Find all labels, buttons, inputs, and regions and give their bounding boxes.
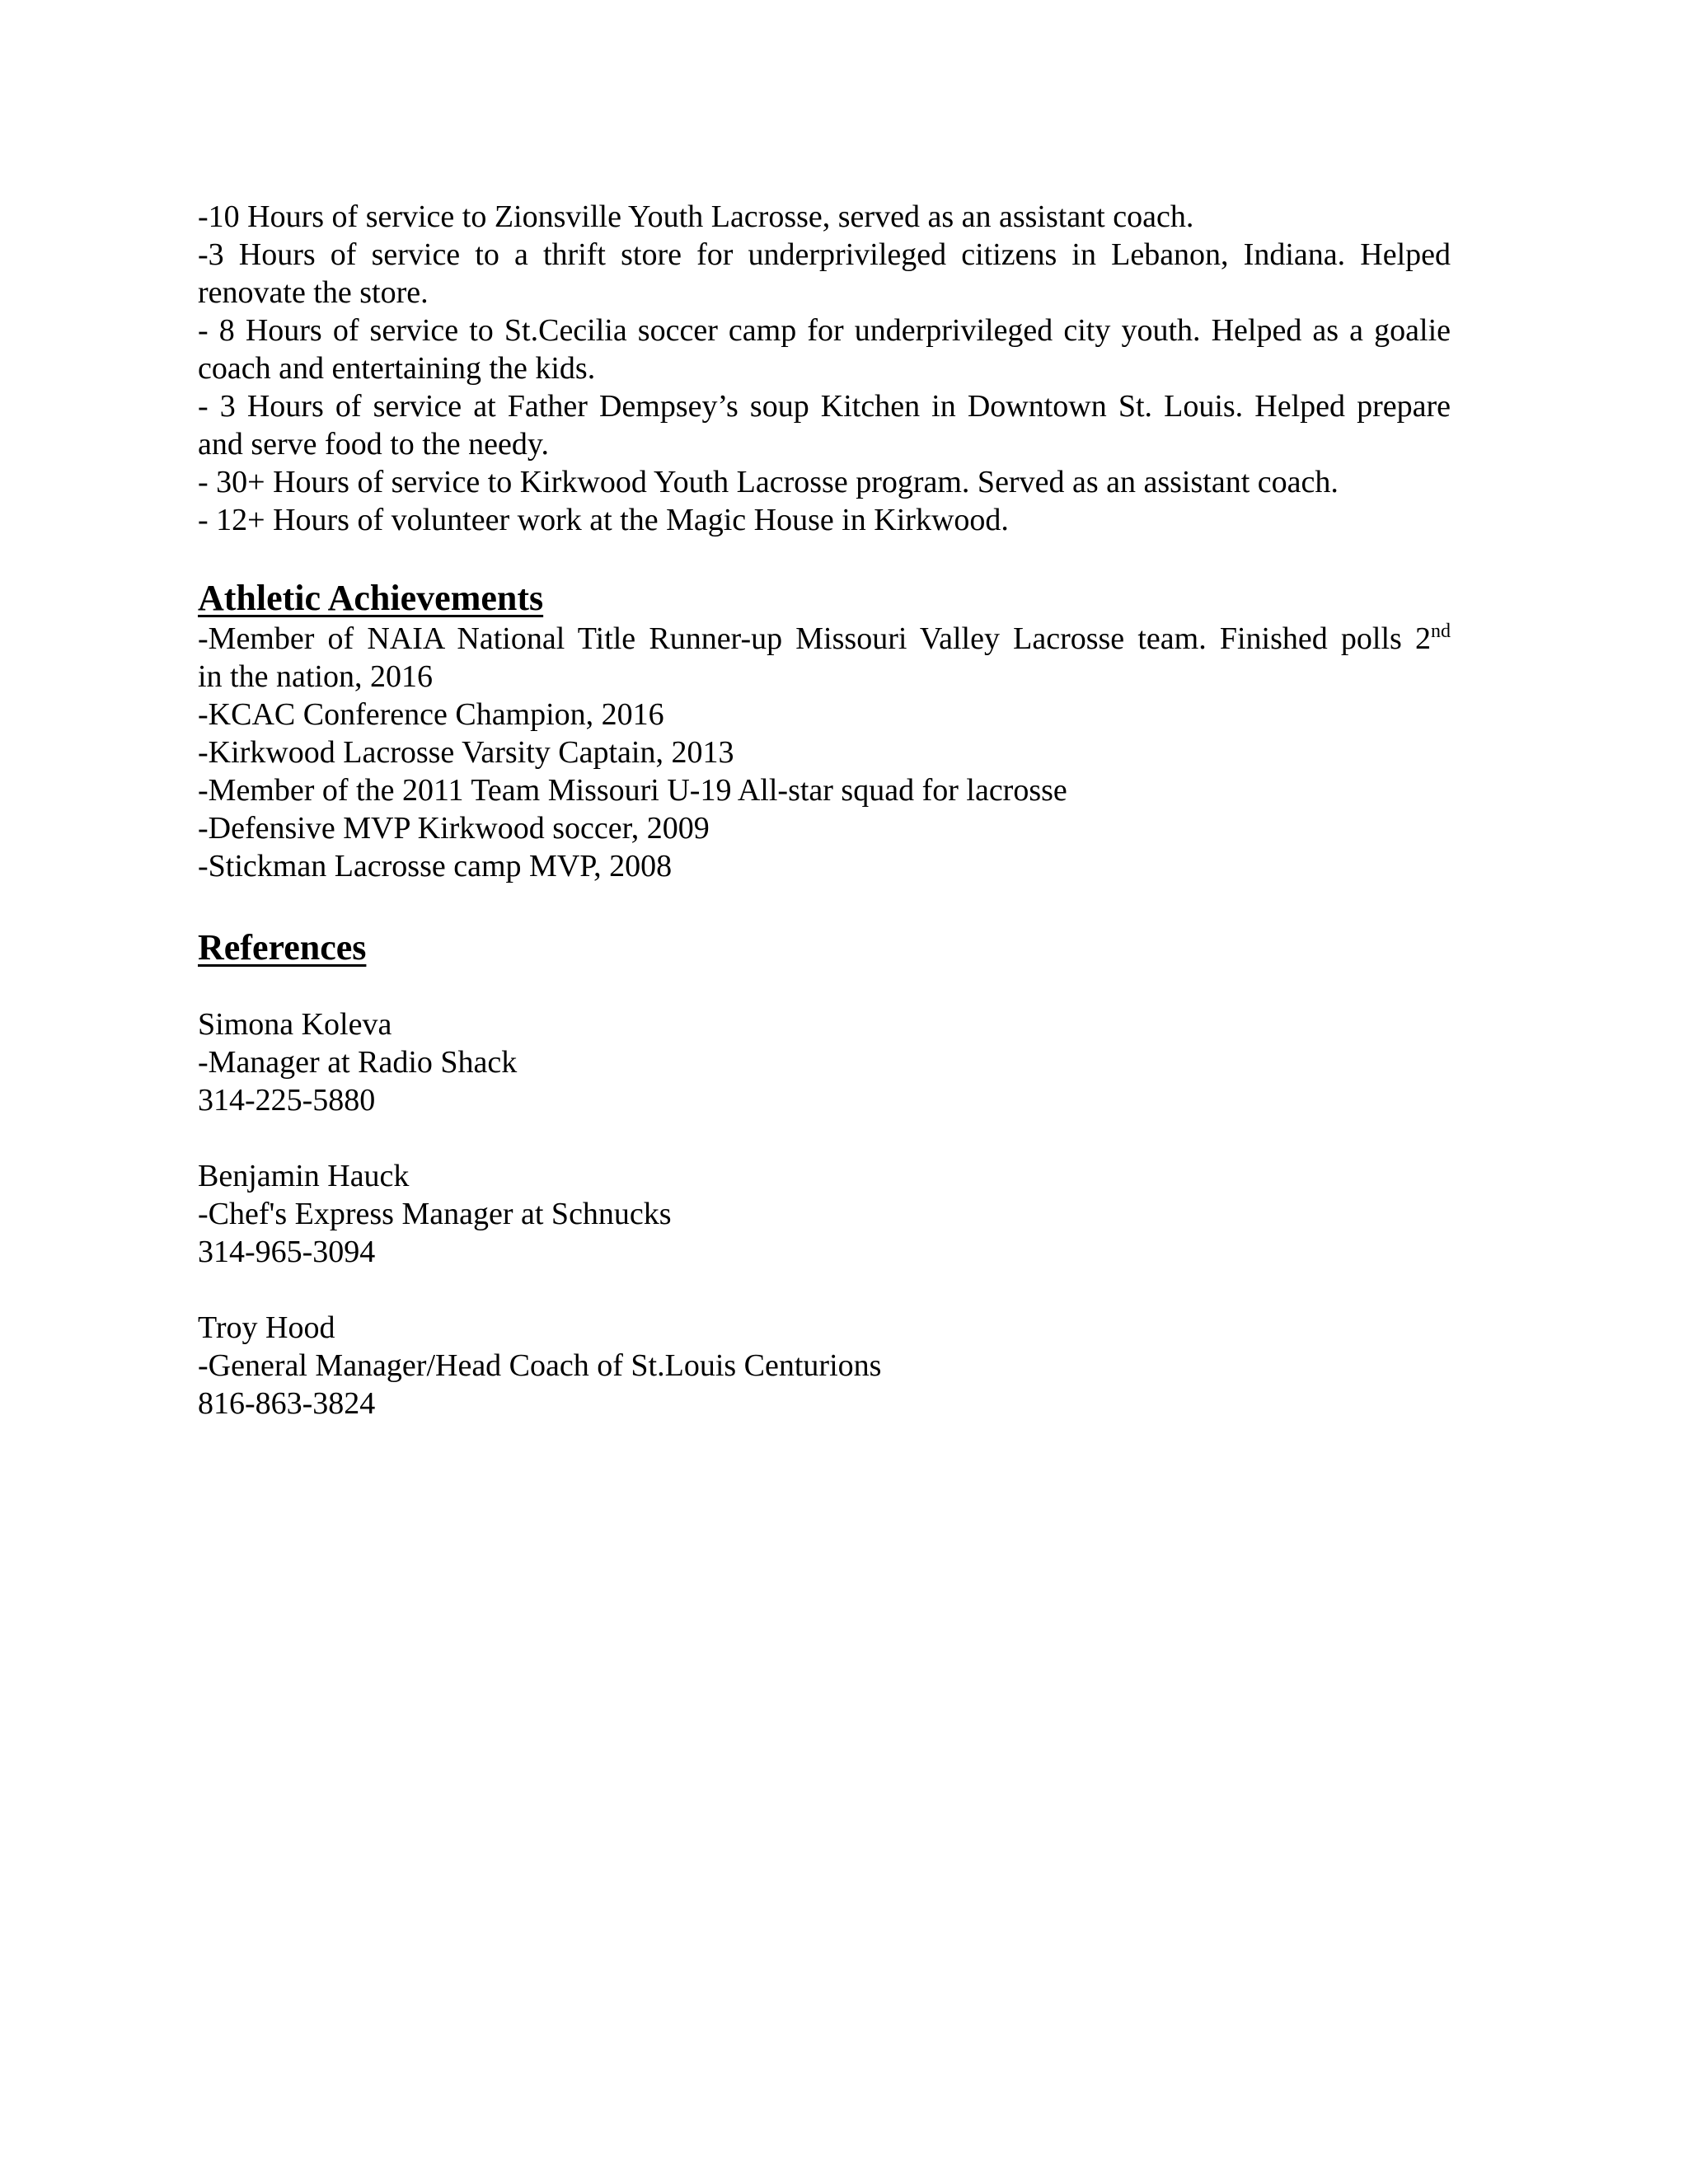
service-line: -3 Hours of service to a thrift store for underprivileged citizens in Lebanon, Indiana. Helped: [198, 237, 1451, 272]
ordinal-suffix: nd: [1431, 621, 1451, 642]
reference-name: Simona Koleva: [198, 1007, 392, 1042]
reference-name: Benjamin Hauck: [198, 1159, 410, 1193]
reference-phone: 816-863-3824: [198, 1386, 376, 1421]
athletic-section: [198, 577, 1451, 885]
reference-phone: 314-965-3094: [198, 1235, 376, 1269]
service-line: - 3 Hours of service at Father Dempsey’s soup Kitchen in Downtown St. Louis. Helped prepare: [198, 389, 1451, 424]
service-section: [198, 198, 1451, 539]
service-line: - 12+ Hours of volunteer work at the Magic House in Kirkwood.: [198, 503, 1009, 537]
athletic-item: [198, 620, 1451, 658]
service-line: renovate the store.: [198, 275, 429, 310]
reference-entry: [198, 1005, 1451, 1119]
athletic-item-text: -Member of NAIA National Title Runner-up Missouri Valley Lacrosse team. Finished polls 2: [198, 621, 1431, 656]
athletic-item: -Kirkwood Lacrosse Varsity Captain, 2013: [198, 735, 734, 770]
reference-entry: [198, 1309, 1451, 1422]
reference-entry: [198, 1157, 1451, 1271]
reference-role: -Chef's Express Manager at Schnucks: [198, 1197, 672, 1231]
service-line: coach and entertaining the kids.: [198, 351, 596, 386]
reference-name: Troy Hood: [198, 1310, 335, 1345]
athletic-item: -Member of the 2011 Team Missouri U-19 All-star squad for lacrosse: [198, 773, 1067, 808]
athletic-item: -Stickman Lacrosse camp MVP, 2008: [198, 849, 673, 883]
resume-page: [198, 198, 1451, 1422]
service-line: - 8 Hours of service to St.Cecilia soccer camp for underprivileged city youth. Helped as a goalie: [198, 313, 1451, 348]
athletic-item: -KCAC Conference Champion, 2016: [198, 697, 664, 732]
athletic-heading: Athletic Achievements: [198, 578, 544, 618]
reference-role: -General Manager/Head Coach of St.Louis Centurions: [198, 1348, 882, 1383]
references-section: [198, 926, 1451, 1422]
athletic-item-continuation: in the nation, 2016: [198, 659, 433, 694]
reference-phone: 314-225-5880: [198, 1083, 376, 1118]
reference-role: -Manager at Radio Shack: [198, 1045, 518, 1080]
service-line: - 30+ Hours of service to Kirkwood Youth Lacrosse program. Served as an assistant coach.: [198, 465, 1339, 499]
athletic-item: -Defensive MVP Kirkwood soccer, 2009: [198, 811, 710, 846]
service-line: and serve food to the needy.: [198, 427, 549, 462]
service-line: -10 Hours of service to Zionsville Youth Lacrosse, served as an assistant coach.: [198, 199, 1194, 234]
references-heading: References: [198, 927, 367, 968]
